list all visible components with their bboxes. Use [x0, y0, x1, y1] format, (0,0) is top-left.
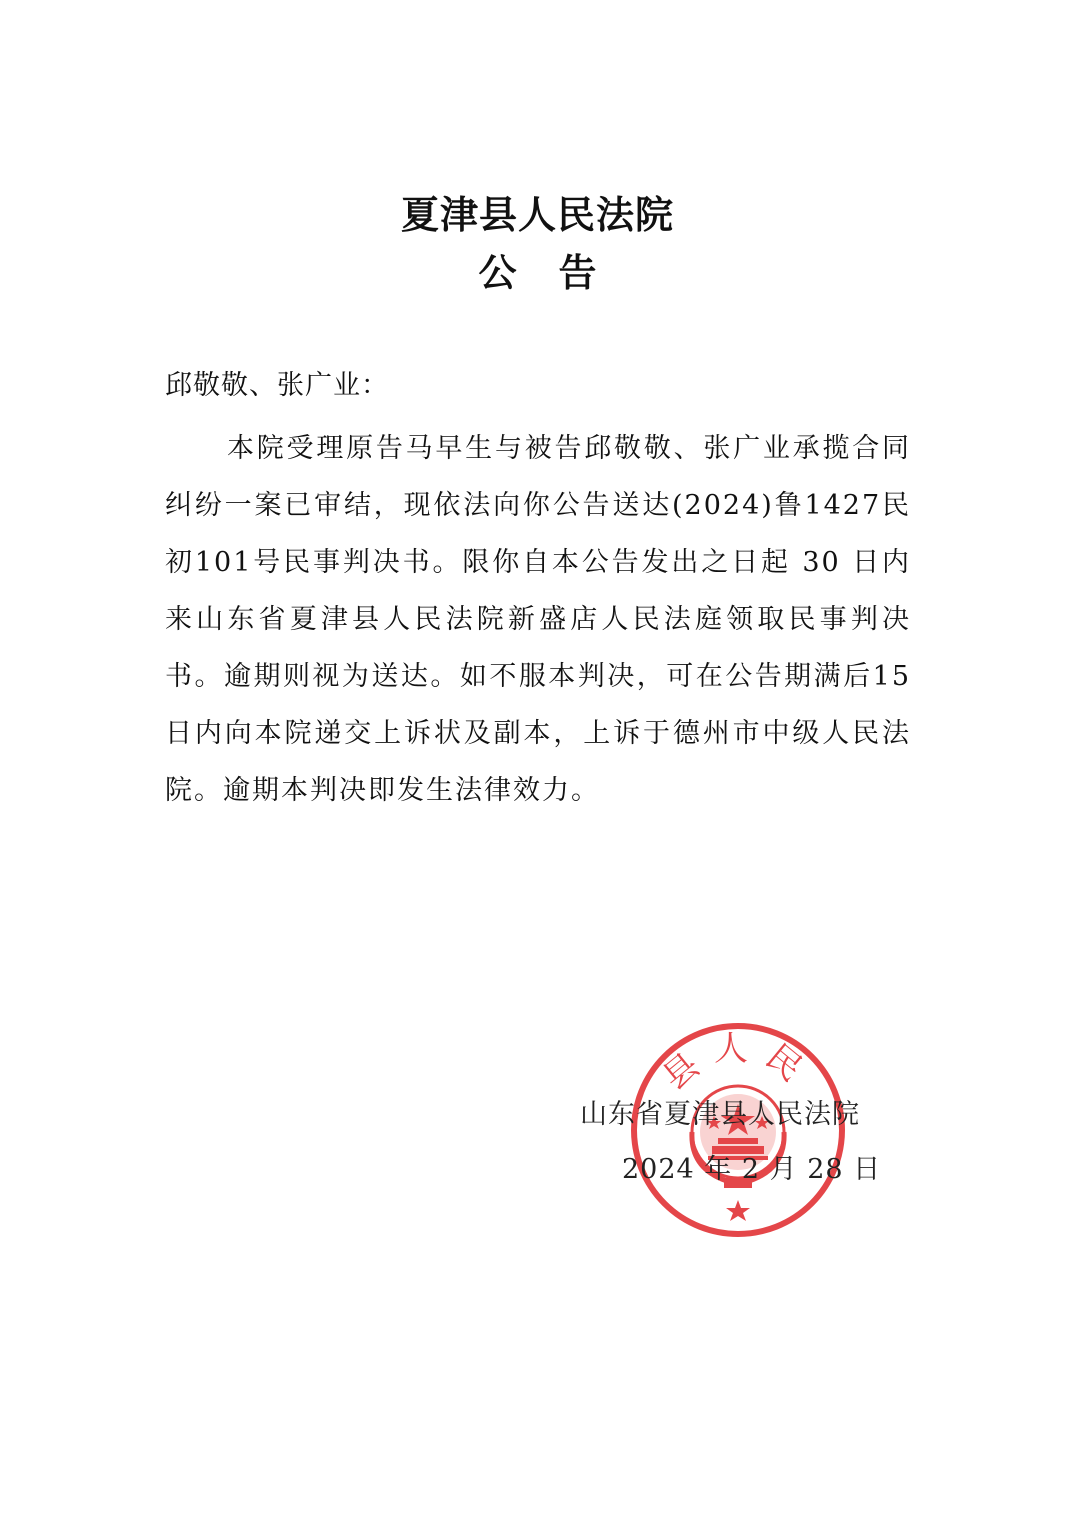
seal-text: 县人民 [655, 1029, 821, 1099]
signature-court: 山东省夏津县人民法院 [580, 1099, 860, 1130]
court-title: 夏津县人民法院 [400, 193, 674, 237]
notice-paragraph: 本院受理原告马早生与被告邱敬敬、张广业承揽合同纠纷一案已审结，现依法向你公告送达(2024)鲁1427民初101号民事判决书。限你自本公告发出之日起 30 日内来山东省夏津县人民法院新盛店人民法庭领取民事判决书。逾期则视为送达。如不服本判决，可在公告期满后15日内向本院递交上诉状及副本，上诉于德州市中级人民法院。逾期本判决即发生法律效力。 [165, 433, 911, 806]
svg-text:县人民 [655, 1029, 820, 1098]
notice-body [165, 420, 911, 819]
notice-title: 公告 [478, 251, 639, 295]
signature-date: 2024 年 2 月 28 日 [622, 1154, 882, 1185]
addressee: 邱敬敬、张广业： [165, 370, 389, 401]
